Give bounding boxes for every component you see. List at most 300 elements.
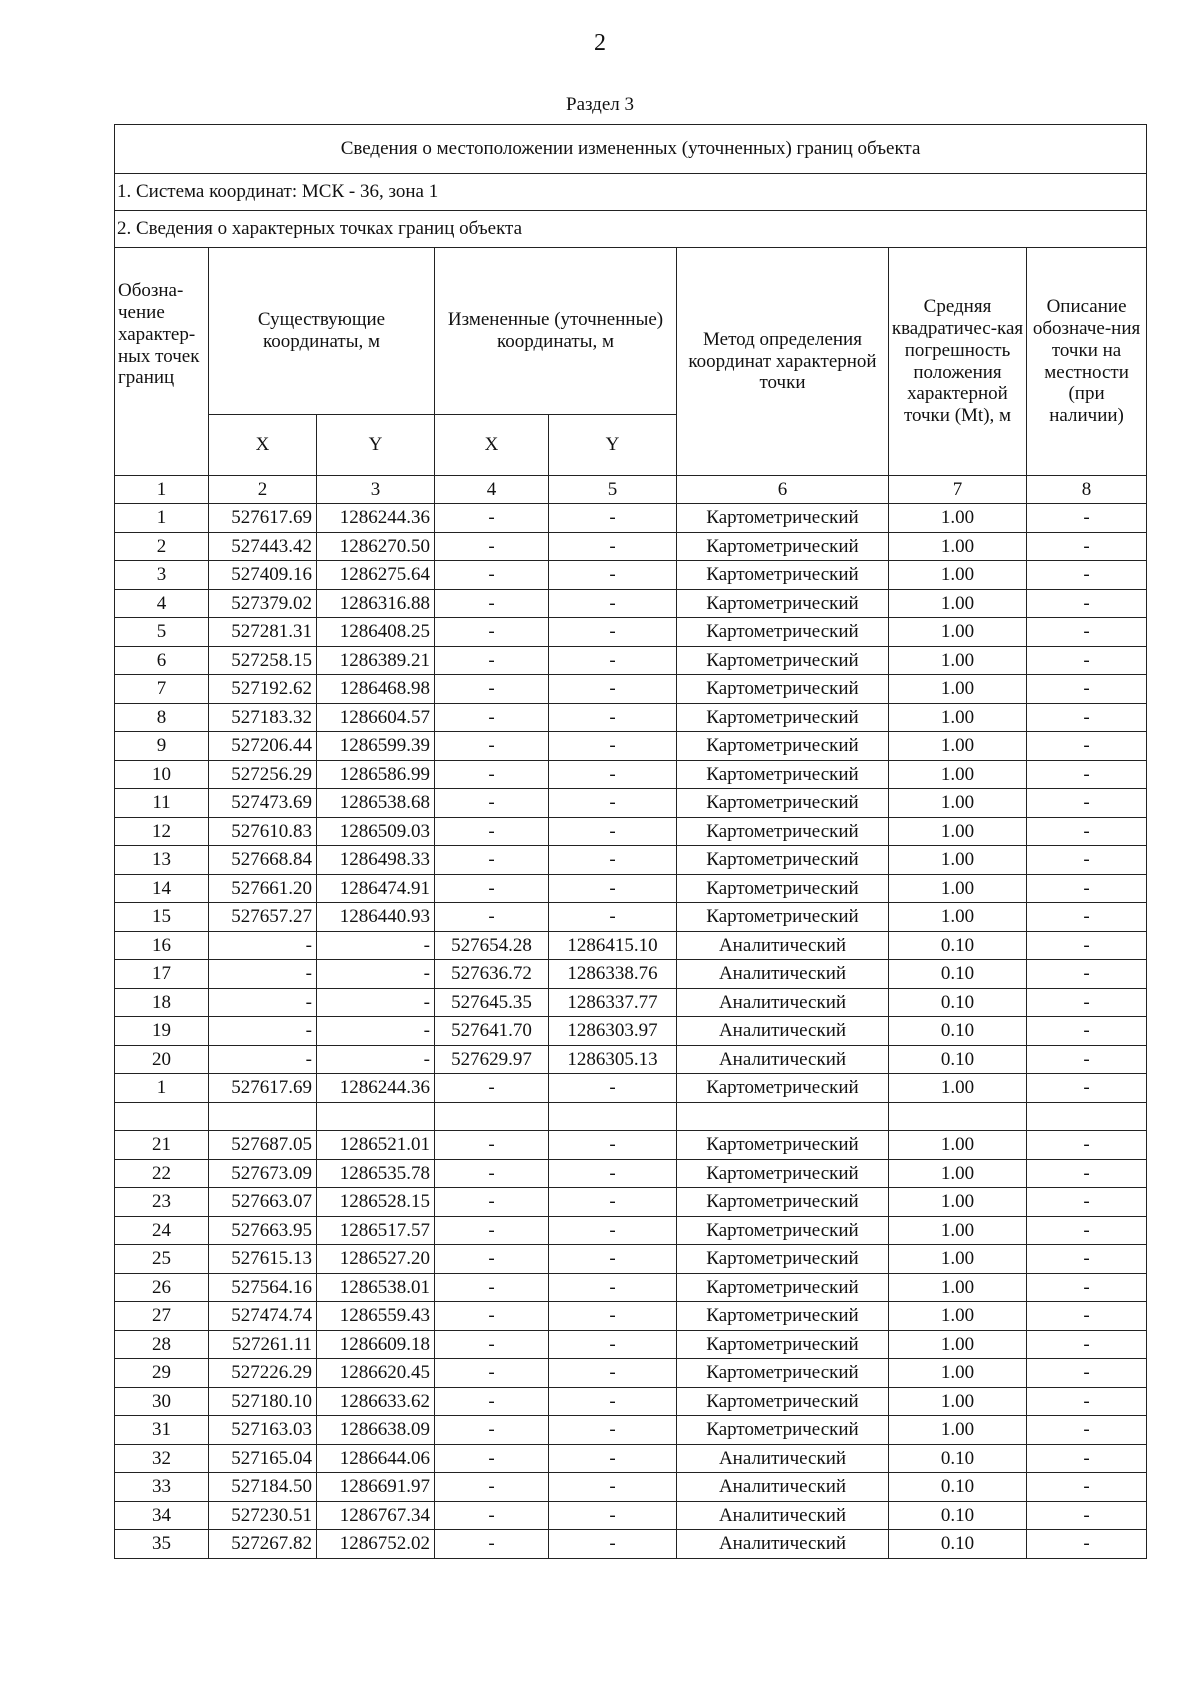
changed-y-cell: - xyxy=(549,532,677,561)
existing-x-cell: 527258.15 xyxy=(209,646,317,675)
description-cell: - xyxy=(1027,532,1147,561)
description-cell: - xyxy=(1027,1045,1147,1074)
point-id-cell: 26 xyxy=(115,1273,209,1302)
table-row xyxy=(115,646,1147,675)
existing-y-cell: 1286528.15 xyxy=(317,1188,435,1217)
existing-y-cell: 1286538.68 xyxy=(317,789,435,818)
existing-x-cell: - xyxy=(209,1017,317,1046)
point-id-cell: 18 xyxy=(115,988,209,1017)
changed-y-cell: - xyxy=(549,732,677,761)
point-id-cell: 9 xyxy=(115,732,209,761)
description-cell: - xyxy=(1027,760,1147,789)
changed-x-cell: - xyxy=(435,1501,549,1530)
point-id-cell: 7 xyxy=(115,675,209,704)
existing-x-cell: 527192.62 xyxy=(209,675,317,704)
point-id-cell: 27 xyxy=(115,1302,209,1331)
existing-x-cell: 527617.69 xyxy=(209,504,317,533)
header-y-changed: Y xyxy=(549,415,677,476)
column-number: 7 xyxy=(889,476,1027,504)
table-row xyxy=(115,703,1147,732)
point-id-cell: 24 xyxy=(115,1216,209,1245)
existing-y-cell: 1286527.20 xyxy=(317,1245,435,1274)
existing-x-cell: 527673.09 xyxy=(209,1159,317,1188)
existing-y-cell: 1286270.50 xyxy=(317,532,435,561)
existing-x-cell: 527180.10 xyxy=(209,1387,317,1416)
accuracy-cell: 1.00 xyxy=(889,903,1027,932)
existing-y-cell: - xyxy=(317,1045,435,1074)
existing-x-cell: 527409.16 xyxy=(209,561,317,590)
point-id-cell: 33 xyxy=(115,1473,209,1502)
coordinate-system: 1. Система координат: МСК - 36, зона 1 xyxy=(115,174,1147,211)
existing-x-cell xyxy=(209,1102,317,1131)
changed-y-cell: - xyxy=(549,1159,677,1188)
changed-y-cell: - xyxy=(549,1359,677,1388)
existing-y-cell: 1286389.21 xyxy=(317,646,435,675)
changed-y-cell: - xyxy=(549,1188,677,1217)
table-body xyxy=(115,504,1147,1559)
table-row xyxy=(115,1159,1147,1188)
table-row xyxy=(115,760,1147,789)
point-id-cell: 30 xyxy=(115,1387,209,1416)
description-cell: - xyxy=(1027,846,1147,875)
existing-y-cell: 1286408.25 xyxy=(317,618,435,647)
accuracy-cell: 1.00 xyxy=(889,1387,1027,1416)
accuracy-cell: 1.00 xyxy=(889,646,1027,675)
description-cell: - xyxy=(1027,618,1147,647)
method-cell: Картометрический xyxy=(677,1330,889,1359)
changed-x-cell: - xyxy=(435,1302,549,1331)
method-cell: Картометрический xyxy=(677,789,889,818)
table-row xyxy=(115,1245,1147,1274)
existing-x-cell: 527663.07 xyxy=(209,1188,317,1217)
changed-x-cell: 527641.70 xyxy=(435,1017,549,1046)
point-id-cell: 13 xyxy=(115,846,209,875)
point-id-cell: 3 xyxy=(115,561,209,590)
existing-x-cell: - xyxy=(209,931,317,960)
existing-x-cell: 527206.44 xyxy=(209,732,317,761)
point-id-cell: 28 xyxy=(115,1330,209,1359)
changed-y-cell: - xyxy=(549,589,677,618)
method-cell: Картометрический xyxy=(677,1387,889,1416)
points-section-header: 2. Сведения о характерных точках границ объекта xyxy=(115,211,1147,248)
accuracy-cell: 1.00 xyxy=(889,846,1027,875)
changed-y-cell: 1286338.76 xyxy=(549,960,677,989)
changed-y-cell: - xyxy=(549,646,677,675)
table-row xyxy=(115,1045,1147,1074)
description-cell: - xyxy=(1027,931,1147,960)
description-cell: - xyxy=(1027,1444,1147,1473)
point-id-cell: 19 xyxy=(115,1017,209,1046)
method-cell: Картометрический xyxy=(677,532,889,561)
changed-x-cell: - xyxy=(435,1387,549,1416)
changed-x-cell: - xyxy=(435,1273,549,1302)
column-number: 6 xyxy=(677,476,889,504)
existing-y-cell: 1286535.78 xyxy=(317,1159,435,1188)
existing-y-cell: 1286244.36 xyxy=(317,1074,435,1103)
changed-y-cell: - xyxy=(549,1216,677,1245)
method-cell: Картометрический xyxy=(677,1074,889,1103)
header-description: Описание обозначе-ния точки на местности (при наличии) xyxy=(1027,248,1147,476)
existing-x-cell: 527379.02 xyxy=(209,589,317,618)
accuracy-cell: 1.00 xyxy=(889,1159,1027,1188)
existing-x-cell: 527663.95 xyxy=(209,1216,317,1245)
changed-x-cell: - xyxy=(435,561,549,590)
description-cell: - xyxy=(1027,1416,1147,1445)
description-cell: - xyxy=(1027,1530,1147,1559)
point-id-cell: 11 xyxy=(115,789,209,818)
description-cell xyxy=(1027,1102,1147,1131)
table-row xyxy=(115,817,1147,846)
point-id-cell: 21 xyxy=(115,1131,209,1160)
existing-y-cell: 1286521.01 xyxy=(317,1131,435,1160)
table-row xyxy=(115,1444,1147,1473)
changed-y-cell: 1286303.97 xyxy=(549,1017,677,1046)
table-row xyxy=(115,1387,1147,1416)
table-row xyxy=(115,1473,1147,1502)
method-cell: Картометрический xyxy=(677,646,889,675)
table-row xyxy=(115,1074,1147,1103)
description-cell: - xyxy=(1027,1359,1147,1388)
point-id-cell: 22 xyxy=(115,1159,209,1188)
description-cell: - xyxy=(1027,903,1147,932)
changed-y-cell: - xyxy=(549,1387,677,1416)
boundary-points-table xyxy=(114,124,1147,1559)
accuracy-cell: 0.10 xyxy=(889,1444,1027,1473)
accuracy-cell: 1.00 xyxy=(889,760,1027,789)
table-row xyxy=(115,1501,1147,1530)
changed-y-cell: - xyxy=(549,1330,677,1359)
point-id-cell: 1 xyxy=(115,1074,209,1103)
description-cell: - xyxy=(1027,1473,1147,1502)
changed-x-cell: - xyxy=(435,1473,549,1502)
header-existing-coordinates: Существующие координаты, м xyxy=(209,248,435,415)
changed-y-cell: - xyxy=(549,618,677,647)
accuracy-cell: 1.00 xyxy=(889,703,1027,732)
existing-y-cell: - xyxy=(317,988,435,1017)
existing-y-cell: 1286767.34 xyxy=(317,1501,435,1530)
method-cell: Аналитический xyxy=(677,1444,889,1473)
point-id-cell: 25 xyxy=(115,1245,209,1274)
description-cell: - xyxy=(1027,874,1147,903)
accuracy-cell: 1.00 xyxy=(889,1131,1027,1160)
point-id-cell: 5 xyxy=(115,618,209,647)
description-cell: - xyxy=(1027,789,1147,818)
accuracy-cell: 1.00 xyxy=(889,1216,1027,1245)
method-cell: Картометрический xyxy=(677,703,889,732)
existing-y-cell: 1286275.64 xyxy=(317,561,435,590)
point-id-cell: 6 xyxy=(115,646,209,675)
changed-x-cell: - xyxy=(435,903,549,932)
accuracy-cell: 0.10 xyxy=(889,960,1027,989)
method-cell: Картометрический xyxy=(677,1245,889,1274)
accuracy-cell: 1.00 xyxy=(889,618,1027,647)
table-row xyxy=(115,532,1147,561)
existing-y-cell: 1286440.93 xyxy=(317,903,435,932)
existing-x-cell: 527657.27 xyxy=(209,903,317,932)
description-cell: - xyxy=(1027,1245,1147,1274)
changed-y-cell: - xyxy=(549,903,677,932)
table-row xyxy=(115,1131,1147,1160)
method-cell: Картометрический xyxy=(677,1416,889,1445)
description-cell: - xyxy=(1027,817,1147,846)
existing-y-cell: - xyxy=(317,960,435,989)
existing-y-cell: 1286316.88 xyxy=(317,589,435,618)
description-cell: - xyxy=(1027,1302,1147,1331)
description-cell: - xyxy=(1027,1273,1147,1302)
accuracy-cell: 1.00 xyxy=(889,874,1027,903)
description-cell: - xyxy=(1027,1188,1147,1217)
existing-x-cell: 527687.05 xyxy=(209,1131,317,1160)
method-cell: Картометрический xyxy=(677,618,889,647)
point-id-cell: 4 xyxy=(115,589,209,618)
point-id-cell: 23 xyxy=(115,1188,209,1217)
existing-y-cell: 1286498.33 xyxy=(317,846,435,875)
method-cell: Картометрический xyxy=(677,817,889,846)
method-cell: Аналитический xyxy=(677,931,889,960)
changed-x-cell: - xyxy=(435,1074,549,1103)
changed-x-cell xyxy=(435,1102,549,1131)
accuracy-cell: 1.00 xyxy=(889,1330,1027,1359)
method-cell: Картометрический xyxy=(677,1302,889,1331)
table-row xyxy=(115,1530,1147,1559)
section-title: Раздел 3 xyxy=(566,94,634,115)
existing-y-cell: 1286509.03 xyxy=(317,817,435,846)
table-row xyxy=(115,1330,1147,1359)
accuracy-cell: 1.00 xyxy=(889,532,1027,561)
existing-x-cell: 527617.69 xyxy=(209,1074,317,1103)
changed-x-cell: 527636.72 xyxy=(435,960,549,989)
table-row xyxy=(115,618,1147,647)
method-cell: Картометрический xyxy=(677,589,889,618)
header-method: Метод определения координат характерной точки xyxy=(677,248,889,476)
existing-y-cell: 1286517.57 xyxy=(317,1216,435,1245)
page-number: 2 xyxy=(594,30,606,56)
method-cell xyxy=(677,1102,889,1131)
method-cell: Аналитический xyxy=(677,1473,889,1502)
table-row xyxy=(115,931,1147,960)
changed-x-cell: 527654.28 xyxy=(435,931,549,960)
table-row xyxy=(115,675,1147,704)
header-x-changed: X xyxy=(435,415,549,476)
table-row xyxy=(115,1273,1147,1302)
existing-y-cell: 1286468.98 xyxy=(317,675,435,704)
existing-x-cell: 527443.42 xyxy=(209,532,317,561)
changed-y-cell: - xyxy=(549,1302,677,1331)
changed-x-cell: - xyxy=(435,846,549,875)
changed-x-cell: - xyxy=(435,760,549,789)
column-number: 8 xyxy=(1027,476,1147,504)
existing-y-cell: 1286691.97 xyxy=(317,1473,435,1502)
existing-y-cell: 1286752.02 xyxy=(317,1530,435,1559)
existing-y-cell: 1286538.01 xyxy=(317,1273,435,1302)
header-designation: Обозна-чение характер-ных точек границ xyxy=(115,248,209,476)
table-row xyxy=(115,1359,1147,1388)
description-cell: - xyxy=(1027,1074,1147,1103)
accuracy-cell: 0.10 xyxy=(889,1473,1027,1502)
method-cell: Картометрический xyxy=(677,561,889,590)
method-cell: Картометрический xyxy=(677,1131,889,1160)
method-cell: Картометрический xyxy=(677,903,889,932)
changed-y-cell: - xyxy=(549,760,677,789)
changed-x-cell: - xyxy=(435,1359,549,1388)
changed-x-cell: - xyxy=(435,1216,549,1245)
changed-x-cell: - xyxy=(435,618,549,647)
column-number: 2 xyxy=(209,476,317,504)
changed-x-cell: - xyxy=(435,703,549,732)
accuracy-cell: 0.10 xyxy=(889,1017,1027,1046)
changed-y-cell: - xyxy=(549,675,677,704)
method-cell: Картометрический xyxy=(677,874,889,903)
changed-x-cell: - xyxy=(435,817,549,846)
changed-y-cell: 1286415.10 xyxy=(549,931,677,960)
table-caption: Сведения о местоположении измененных (уточненных) границ объекта xyxy=(115,125,1147,174)
existing-x-cell: - xyxy=(209,1045,317,1074)
point-id-cell xyxy=(115,1102,209,1131)
table-row xyxy=(115,1188,1147,1217)
changed-y-cell: - xyxy=(549,1444,677,1473)
changed-y-cell: - xyxy=(549,1074,677,1103)
existing-y-cell: 1286586.99 xyxy=(317,760,435,789)
point-id-cell: 17 xyxy=(115,960,209,989)
table-row xyxy=(115,846,1147,875)
accuracy-cell: 1.00 xyxy=(889,1359,1027,1388)
existing-y-cell: 1286638.09 xyxy=(317,1416,435,1445)
method-cell: Картометрический xyxy=(677,1359,889,1388)
existing-y-cell: 1286599.39 xyxy=(317,732,435,761)
accuracy-cell: 0.10 xyxy=(889,1530,1027,1559)
existing-x-cell: 527668.84 xyxy=(209,846,317,875)
method-cell: Картометрический xyxy=(677,675,889,704)
point-id-cell: 12 xyxy=(115,817,209,846)
description-cell: - xyxy=(1027,675,1147,704)
existing-x-cell: 527610.83 xyxy=(209,817,317,846)
existing-y-cell: 1286244.36 xyxy=(317,504,435,533)
changed-x-cell: - xyxy=(435,874,549,903)
changed-x-cell: 527629.97 xyxy=(435,1045,549,1074)
changed-y-cell: - xyxy=(549,789,677,818)
changed-x-cell: - xyxy=(435,1530,549,1559)
changed-x-cell: - xyxy=(435,646,549,675)
existing-x-cell: 527473.69 xyxy=(209,789,317,818)
method-cell: Аналитический xyxy=(677,1501,889,1530)
changed-y-cell: - xyxy=(549,846,677,875)
changed-y-cell: 1286337.77 xyxy=(549,988,677,1017)
changed-y-cell: - xyxy=(549,1530,677,1559)
accuracy-cell: 1.00 xyxy=(889,1273,1027,1302)
column-number: 4 xyxy=(435,476,549,504)
description-cell: - xyxy=(1027,589,1147,618)
existing-y-cell: 1286633.62 xyxy=(317,1387,435,1416)
point-id-cell: 35 xyxy=(115,1530,209,1559)
column-number: 5 xyxy=(549,476,677,504)
changed-x-cell: - xyxy=(435,532,549,561)
column-number: 1 xyxy=(115,476,209,504)
description-cell: - xyxy=(1027,732,1147,761)
existing-y-cell: - xyxy=(317,931,435,960)
accuracy-cell: 1.00 xyxy=(889,561,1027,590)
description-cell: - xyxy=(1027,960,1147,989)
changed-x-cell: - xyxy=(435,1188,549,1217)
accuracy-cell: 1.00 xyxy=(889,789,1027,818)
header-accuracy: Средняя квадратичес-кая погрешность положения характерной точки (Mt), м xyxy=(889,248,1027,476)
existing-y-cell: 1286559.43 xyxy=(317,1302,435,1331)
description-cell: - xyxy=(1027,1216,1147,1245)
changed-y-cell xyxy=(549,1102,677,1131)
existing-x-cell: 527615.13 xyxy=(209,1245,317,1274)
accuracy-cell xyxy=(889,1102,1027,1131)
description-cell: - xyxy=(1027,1159,1147,1188)
point-id-cell: 8 xyxy=(115,703,209,732)
accuracy-cell: 1.00 xyxy=(889,1416,1027,1445)
accuracy-cell: 1.00 xyxy=(889,732,1027,761)
table-row xyxy=(115,732,1147,761)
changed-y-cell: - xyxy=(549,703,677,732)
description-cell: - xyxy=(1027,988,1147,1017)
existing-x-cell: 527661.20 xyxy=(209,874,317,903)
method-cell: Аналитический xyxy=(677,1017,889,1046)
method-cell: Аналитический xyxy=(677,960,889,989)
description-cell: - xyxy=(1027,561,1147,590)
table-row xyxy=(115,1102,1147,1131)
accuracy-cell: 0.10 xyxy=(889,1501,1027,1530)
table-row xyxy=(115,903,1147,932)
existing-y-cell: 1286604.57 xyxy=(317,703,435,732)
table-row xyxy=(115,874,1147,903)
method-cell: Картометрический xyxy=(677,760,889,789)
point-id-cell: 34 xyxy=(115,1501,209,1530)
description-cell: - xyxy=(1027,1017,1147,1046)
changed-x-cell: - xyxy=(435,675,549,704)
existing-x-cell: 527184.50 xyxy=(209,1473,317,1502)
accuracy-cell: 1.00 xyxy=(889,1074,1027,1103)
table-row xyxy=(115,988,1147,1017)
description-cell: - xyxy=(1027,504,1147,533)
method-cell: Аналитический xyxy=(677,988,889,1017)
existing-x-cell: - xyxy=(209,960,317,989)
method-cell: Аналитический xyxy=(677,1045,889,1074)
changed-y-cell: - xyxy=(549,1245,677,1274)
accuracy-cell: 1.00 xyxy=(889,1302,1027,1331)
existing-y-cell: 1286609.18 xyxy=(317,1330,435,1359)
existing-y-cell xyxy=(317,1102,435,1131)
table-row xyxy=(115,561,1147,590)
changed-y-cell: - xyxy=(549,1131,677,1160)
table-row xyxy=(115,504,1147,533)
changed-x-cell: - xyxy=(435,732,549,761)
existing-x-cell: 527474.74 xyxy=(209,1302,317,1331)
point-id-cell: 16 xyxy=(115,931,209,960)
table-row xyxy=(115,1416,1147,1445)
existing-x-cell: 527261.11 xyxy=(209,1330,317,1359)
table-row xyxy=(115,1216,1147,1245)
changed-y-cell: - xyxy=(549,1416,677,1445)
existing-y-cell: 1286620.45 xyxy=(317,1359,435,1388)
changed-y-cell: - xyxy=(549,1473,677,1502)
method-cell: Картометрический xyxy=(677,1188,889,1217)
changed-x-cell: 527645.35 xyxy=(435,988,549,1017)
accuracy-cell: 1.00 xyxy=(889,817,1027,846)
point-id-cell: 32 xyxy=(115,1444,209,1473)
existing-x-cell: 527564.16 xyxy=(209,1273,317,1302)
point-id-cell: 1 xyxy=(115,504,209,533)
description-cell: - xyxy=(1027,1387,1147,1416)
changed-x-cell: - xyxy=(435,1416,549,1445)
column-number-row xyxy=(115,476,1147,504)
existing-y-cell: 1286644.06 xyxy=(317,1444,435,1473)
method-cell: Картометрический xyxy=(677,732,889,761)
point-id-cell: 29 xyxy=(115,1359,209,1388)
changed-y-cell: - xyxy=(549,1501,677,1530)
